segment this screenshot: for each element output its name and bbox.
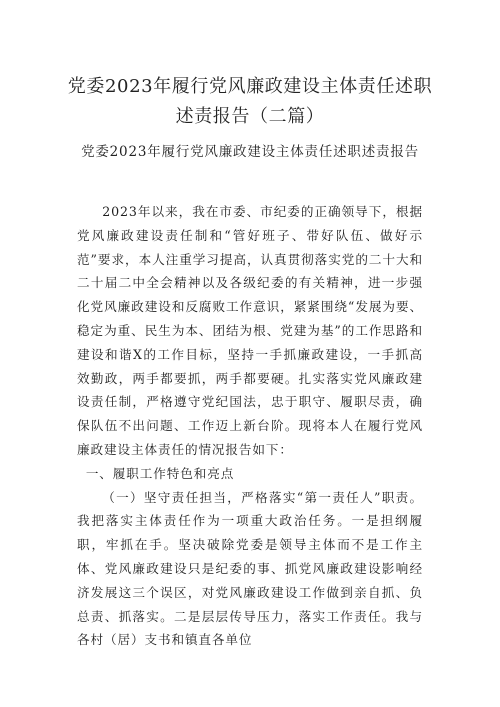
body-paragraph: （一）坚守责任担当，严格落实“第一责任人”职责。我把落实主体责任作为一项重大政治任务。一是担纲履职，牢抓在手。坚决破除党委是领导主体而不是工作主体、党风廉政建设只是纪委的事、抓党风廉政建设影响经济发展这三个误区，对党风廉政建设工作做到亲自抓、负总责、抓落实。二是层层传导压力，落实工作责任。我与各村（居）支书和镇直各单位 [77,489,423,648]
document-body [77,200,423,652]
intro-paragraph: 2023年以来，我在市委、市纪委的正确领导下，根据党风廉政建设责任制和“管好班子、带好队伍、做好示范”要求，本人注重学习提高，认真贯彻落实党的二十大和二十届二中全会精神以及各级纪委的有关精神，进一步强化党风廉政建设和反腐败工作意识，紧紧围绕“发展为要、稳定为重、民生为本、团结为根、党建为基”的工作思路和建设和谐X的工作目标，坚持一手抓廉政建设，一手抓高效勤政，两手都要抓，两手都要硬。扎实落实党风廉政建设责任制，严格遵守党纪国法，忠于职守、履职尽责，确保队伍不出问题、工作迈上新台阶。现将本人在履行党风廉政建设主体责任的情况报告如下： [77,204,423,457]
document-title: 党委2023年履行党风廉政建设主体责任述职述责报告（二篇） [67,76,433,127]
document-subtitle: 党委2023年履行党风廉政建设主体责任述职述责报告 [81,144,419,160]
section-heading: 一、履职工作特色和亮点 [85,465,235,481]
